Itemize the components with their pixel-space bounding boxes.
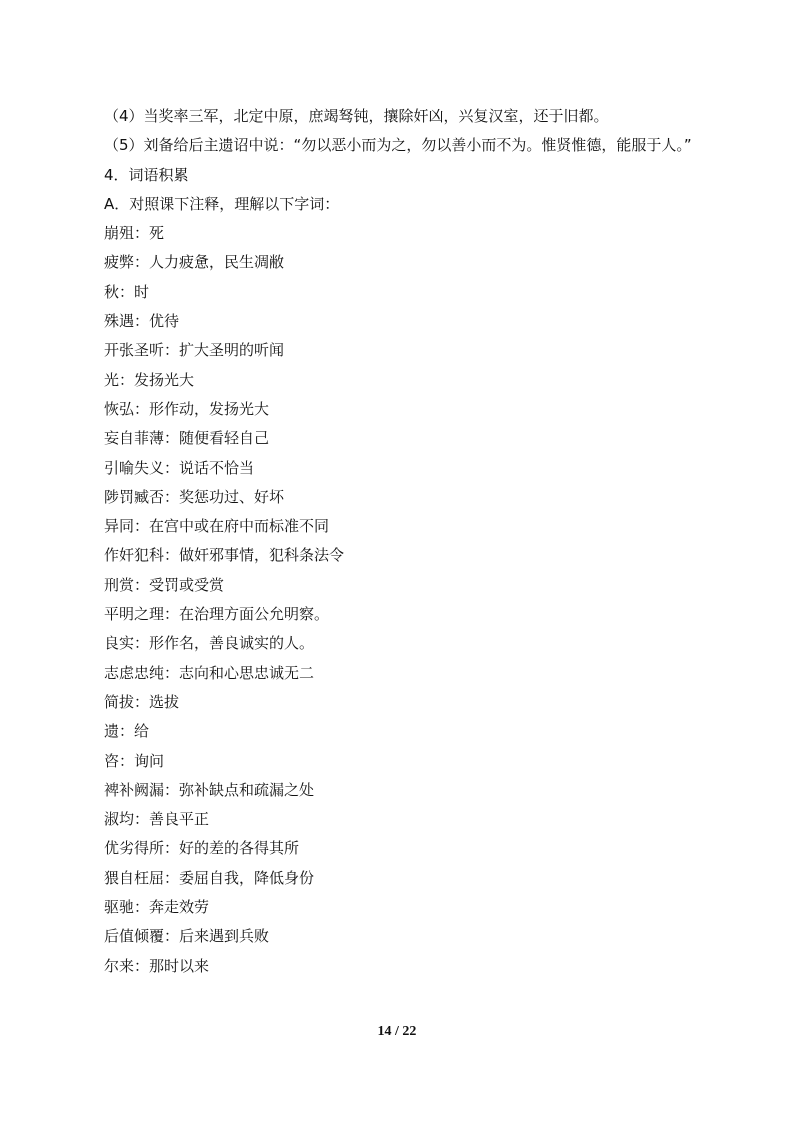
vocab-item: 恢弘：形作动，发扬光大: [104, 399, 270, 418]
vocab-item: 秋：时: [104, 282, 150, 301]
vocab-item: 光：发扬光大: [104, 370, 195, 389]
vocab-item: 崩殂：死: [104, 224, 165, 243]
vocab-item: 裨补阙漏：弥补缺点和疏漏之处: [104, 780, 315, 799]
vocab-item: 开张圣听：扩大圣明的听闻: [104, 341, 285, 360]
vocab-item: 良实：形作名，善良诚实的人。: [104, 634, 315, 653]
vocab-item: 优劣得所：好的差的各得其所: [104, 839, 300, 858]
paragraph-quote-5: （5）刘备给后主遗诏中说：“勿以恶小而为之，勿以善小而不为。惟贤惟德，能服于人。”: [104, 136, 692, 155]
vocab-item: 异同：在宫中或在府中而标准不同: [104, 517, 330, 536]
vocab-item: 刑赏：受罚或受赏: [104, 575, 225, 594]
vocab-item: 疲弊：人力疲惫，民生凋敝: [104, 253, 285, 272]
vocab-item: 殊遇：优待: [104, 312, 180, 331]
vocab-item: 驱驰：奔走效劳: [104, 898, 210, 917]
vocab-item: 猥自枉屈：委屈自我，降低身份: [104, 868, 315, 887]
vocab-item: 尔来：那时以来: [104, 956, 210, 975]
vocab-item: 引喻失义：说话不恰当: [104, 458, 255, 477]
vocab-item: 志虑忠纯：志向和心思忠诚无二: [104, 663, 315, 682]
vocab-item: 咨：询问: [104, 751, 165, 770]
vocab-item: 遗：给: [104, 722, 150, 741]
paragraph-quote-4: （4）当奖率三军，北定中原，庶竭驽钝，攘除奸凶，兴复汉室，还于旧都。: [104, 107, 609, 125]
vocab-item: 简拔：选拔: [104, 692, 180, 711]
page-number: 14 / 22: [377, 1024, 417, 1039]
vocab-item: 作奸犯科：做奸邪事情，犯科条法令: [104, 546, 345, 565]
vocab-item: 陟罚臧否：奖惩功过、好坏: [104, 487, 285, 506]
vocab-item: 平明之理：在治理方面公允明察。: [104, 605, 330, 624]
page-body: [72, 102, 722, 981]
vocab-item: 妄自菲薄：随便看轻自己: [104, 429, 270, 448]
subsection-heading: A．对照课下注释，理解以下字词：: [104, 194, 340, 213]
vocab-item: 淑均：善良平正: [104, 810, 210, 829]
vocab-item: 后值倾覆：后来遇到兵败: [104, 927, 270, 946]
section-heading: 4．词语积累: [104, 165, 189, 184]
